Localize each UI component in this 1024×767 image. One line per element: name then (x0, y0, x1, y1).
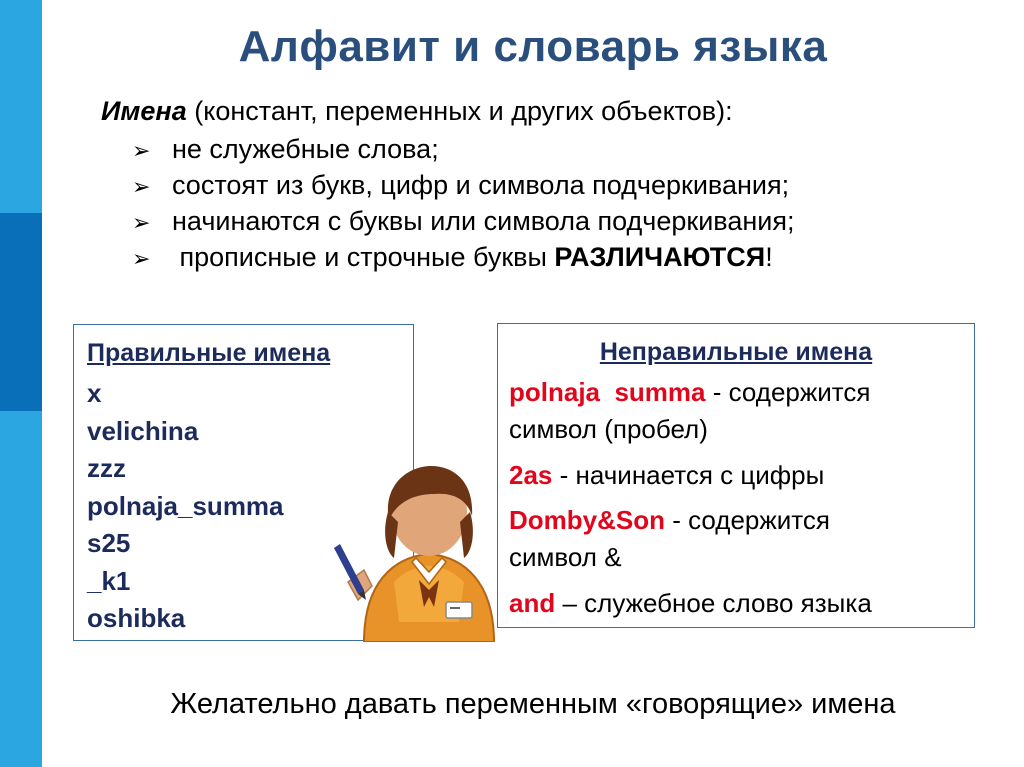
invalid-names-heading: Неправильные имена (599, 338, 873, 366)
invalid-name-entry (509, 502, 830, 576)
valid-name: zzz (87, 453, 126, 483)
invalid-name-reason: - начинается с цифры (552, 460, 825, 490)
valid-name: _k1 (87, 565, 131, 596)
arrow-bullet-icon: ➢ (132, 174, 151, 199)
page-title: Алфавит и словарь языка (238, 22, 828, 71)
invalid-name-keyword: Domby&Son (509, 505, 665, 535)
rule-item (132, 203, 794, 239)
valid-name: oshibka (87, 603, 186, 633)
invalid-name-reason-cont: символ (пробел) (509, 414, 708, 444)
invalid-name-reason-cont: символ & (509, 542, 622, 572)
rule-suffix: ! (765, 242, 773, 272)
invalid-name-entry (509, 374, 871, 448)
rule-text: состоят из букв, цифр и символа подчеркивания; (172, 170, 790, 200)
invalid-name-keyword: 2as (509, 460, 553, 490)
valid-names-heading: Правильные имена (87, 339, 331, 367)
intro-bold-word: Имена (101, 96, 187, 126)
rule-text: не служебные слова; (172, 134, 439, 164)
rule-text: начинаются с буквы или символа подчеркивания; (172, 206, 795, 236)
invalid-name-keyword: polnaja summa (509, 377, 706, 407)
footer-note: Желательно давать переменным «говорящие» имена (170, 688, 896, 720)
rules-list (132, 131, 794, 275)
rule-item (132, 167, 794, 203)
side-bar-accent-dark (0, 213, 42, 411)
invalid-name-entry (509, 457, 824, 494)
invalid-name-reason: - содержится (705, 377, 871, 407)
invalid-name-keyword: and (509, 588, 556, 618)
invalid-name-reason: - содержится (665, 505, 830, 535)
rule-text: прописные и строчные буквы (172, 242, 555, 272)
intro-rest: (констант, переменных и других объектов): (186, 96, 733, 126)
valid-name: polnaja_summa (87, 490, 284, 521)
valid-name: x (87, 378, 102, 408)
valid-name: s25 (87, 528, 131, 558)
invalid-name-entry (509, 585, 872, 622)
invalid-name-reason: – служебное слово языка (555, 588, 872, 618)
intro-line (101, 96, 733, 127)
invalid-names-box (497, 323, 975, 628)
valid-name: velichina (87, 415, 199, 446)
arrow-bullet-icon: ➢ (132, 246, 151, 271)
rule-emphasis: РАЗЛИЧАЮТСЯ (554, 242, 766, 272)
teacher-with-pen-icon (334, 462, 524, 642)
arrow-bullet-icon: ➢ (132, 138, 151, 163)
valid-names-list (87, 375, 284, 638)
arrow-bullet-icon: ➢ (132, 210, 151, 235)
rule-item (132, 131, 794, 167)
rule-item (132, 239, 794, 275)
